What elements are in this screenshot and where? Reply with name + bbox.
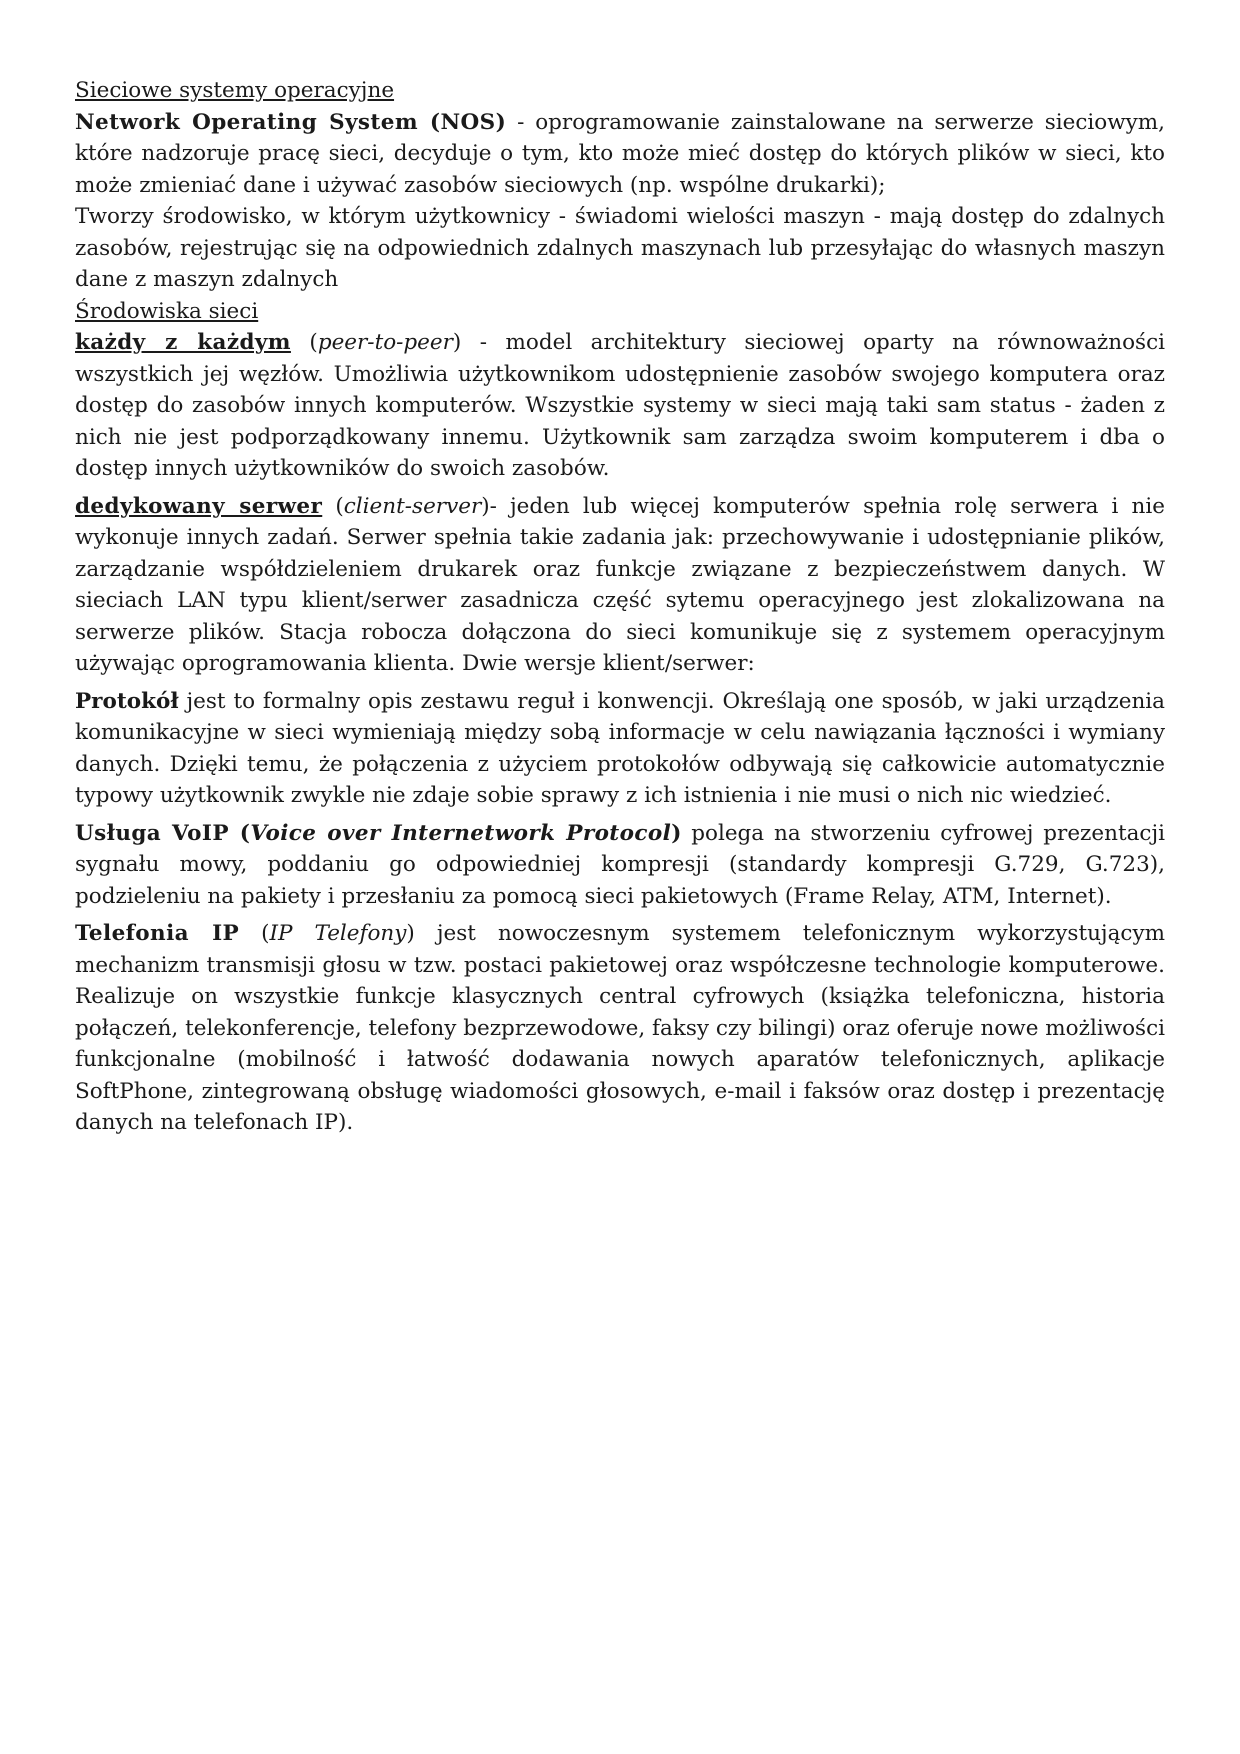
term-server: dedykowany serwer [75, 493, 323, 519]
paragraph-voip [75, 818, 1165, 913]
voip-text: polega na stworzeniu cyfrowej prezentacji sygnału mowy, poddaniu go odpowiedniej kompresji (standardy kompresji G.729, G.723), podzieleniu na pakiety i przesłaniu za pomocą sieci pakietowych (Frame Relay, ATM, Internet). [75, 820, 1165, 909]
paragraph-server [75, 491, 1165, 680]
p2p-latin: peer-to-peer [317, 330, 453, 355]
term-nos: Network Operating System (NOS) [75, 109, 507, 135]
term-voip-a: Usługa VoIP ( [75, 820, 251, 846]
section-heading-os [75, 75, 1165, 107]
paragraph-nos-cont [75, 201, 1165, 296]
nos-text-2: Tworzy środowisko, w którym użytkownicy - świadomi wielości maszyn - mają dostęp do zdalnych zasobów, rejestrując się na odpowiednich zdalnych maszynach lub przesyłając do własnych maszyn dane z maszyn zdalnych [75, 204, 1165, 292]
term-p2p: każdy z każdym [75, 330, 291, 355]
paragraph-nos [75, 107, 1165, 202]
document-page [75, 75, 1165, 1139]
paragraph-p2p [75, 327, 1165, 485]
paragraph-ipphone [75, 918, 1165, 1139]
heading-text: Sieciowe systemy operacyjne [75, 78, 395, 103]
term-protocol: Protokół [75, 688, 179, 714]
term-voip-b: Voice over Internetwork Protocol [250, 820, 672, 846]
server-open: ( [322, 493, 344, 519]
p2p-open: ( [290, 330, 318, 355]
nos-text: - oprogramowanie zainstalowane na serwerze sieciowym, które nadzoruje pracę sieci, decyduje o tym, kto może mieć dostęp do których plików w sieci, kto może zmieniać dane i używać zasobów sieciowych (np. wspólne drukarki); [75, 109, 1165, 198]
term-voip-c: ) [671, 820, 682, 846]
term-ipphone: Telefonia IP [75, 921, 240, 946]
protocol-text: jest to formalny opis zestawu reguł i konwencji. Określają one sposób, w jaki urządzenia komunikacyjne w sieci wymieniają między sobą informacje w celu nawiązania łączności i wymiany danych. Dzięki temu, że połączenia z użyciem protokołów odbywają się całkowicie automatycznie typowy użytkownik zwykle nie zdaje sobie sprawy z ich istnienia i nie musi o nich nic wiedzieć. [75, 688, 1165, 808]
server-latin: client-server [343, 493, 482, 519]
paragraph-protocol [75, 686, 1165, 812]
ipphone-text: ) jest nowoczesnym systemem telefonicznym wykorzystującym mechanizm transmisji głosu w tzw. postaci pakietowej oraz współczesne technologie komputerowe. Realizuje on wszystkie funkcje klasycznych central cyfrowych (książka telefoniczna, historia połączeń, telekonferencje, telefony bezprzewodowe, faksy czy bilingi) oraz oferuje nowe możliwości funkcjonalne (mobilność i łatwość dodawania nowych aparatów telefonicznych, aplikacje SoftPhone, zintegrowaną obsługę wiadomości głosowych, e-mail i faksów oraz dostęp i prezentację danych na telefonach IP). [75, 921, 1165, 1135]
p2p-text: ) - model architektury sieciowej oparty na równoważności wszystkich jej węzłów. Umożliwia użytkownikom udostępnienie zasobów swojego komputera oraz dostęp do zasobów innych komputerów. Wszystkie systemy w sieci mają taki sam status - żaden z nich nie jest podporządkowany innemu. Użytkownik sam zarządza swoim komputerem i dba o dostęp innych użytkowników do swoich zasobów. [75, 330, 1165, 481]
section-heading-env [75, 296, 1165, 328]
ipphone-latin: IP Telefony [269, 921, 407, 946]
heading-text: Środowiska sieci [75, 298, 259, 324]
ipphone-open: ( [239, 921, 270, 946]
server-text: )- jeden lub więcej komputerów spełnia rolę serwera i nie wykonuje innych zadań. Serwer spełnia takie zadania jak: przechowywanie i udostępnianie plików, zarządzanie współdzieleniem drukarek oraz funkcje związane z bezpieczeństwem danych. W sieciach LAN typu klient/serwer zasadnicza część sytemu operacyjnego jest zlokalizowana na serwerze plików. Stacja robocza dołączona do sieci komunikuje się z systemem operacyjnym używając oprogramowania klienta. Dwie wersje klient/serwer: [75, 493, 1165, 676]
